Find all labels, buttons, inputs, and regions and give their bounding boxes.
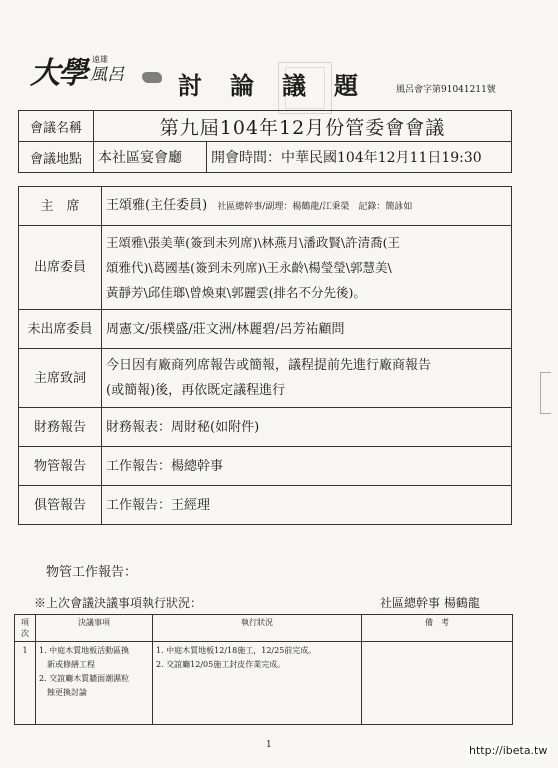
meeting-name-label: 會議名稱 [19, 111, 94, 142]
meeting-name-value: 第九屆104年12月份管委會會議 [94, 111, 512, 142]
logo-script-text: 風呂 [90, 65, 124, 85]
logo-brush-mark [142, 72, 162, 83]
execution-line: 2. 交誼廳12/05施工封皮作業完成。 [156, 660, 286, 669]
chair-value: 王頌雅(主任委員) [106, 197, 208, 213]
resolution-status-table [14, 614, 513, 725]
meeting-name-row [19, 111, 512, 142]
community-logo [30, 48, 160, 96]
attendance-table [18, 186, 512, 525]
work-report-heading: 物管工作報告： [46, 565, 138, 580]
logo-big-text: 大學 [30, 56, 86, 91]
meeting-time: 開會時間：中華民國104年12月11日19:30 [207, 142, 512, 173]
binding-mark [540, 372, 551, 414]
chair-row [19, 187, 512, 226]
property-label: 物管報告 [19, 447, 102, 486]
present-line: 頌雅代)\葛國基(簽到未列席)\王永齡\楊瑩瑩\郭慧美\ [106, 260, 392, 275]
speech-line: (或簡報)後，再依既定議程進行 [106, 383, 286, 398]
finance-value: 財務報表：周財秘(如附件) [102, 408, 512, 447]
present-label: 出席委員 [19, 226, 102, 310]
table-row [15, 642, 513, 725]
absent-members: 周憲文/張樸盛/莊文洲/林麗碧/呂芳祐顧問 [102, 310, 512, 349]
document-title: 討論議題 [178, 71, 386, 100]
remarks-cell [362, 642, 513, 725]
page-number: 1 [266, 740, 272, 750]
property-row [19, 447, 512, 486]
absent-label: 未出席委員 [19, 310, 102, 349]
resolution-line: 1. 中庭木質地板活動區換 [39, 646, 130, 655]
resolution-line: 新或修繕工程 [39, 660, 95, 669]
present-row [19, 226, 512, 310]
header-index: 項次 [15, 615, 36, 642]
meeting-place-value: 本社區宴會廳 [94, 142, 207, 173]
header-resolution: 決議事項 [36, 615, 153, 642]
header-remarks: 備 考 [362, 615, 513, 642]
execution-line: 1. 中庭木質地板12/18施工，12/25前完成。 [156, 646, 317, 655]
resolution-line: 蝕更換討論 [39, 688, 87, 697]
finance-label: 財務報告 [19, 408, 102, 447]
resolution-line: 2. 交誼廳木質牆面潮濕粒 [39, 674, 130, 683]
meeting-place-row [19, 142, 512, 173]
reporter-name: 社區總幹事 楊鶴龍 [380, 596, 480, 610]
speech-label: 主席致詞 [19, 349, 102, 408]
club-label: 俱管報告 [19, 486, 102, 525]
present-members [102, 226, 512, 310]
speech-row [19, 349, 512, 408]
meeting-place-label: 會議地點 [19, 142, 94, 173]
club-row [19, 486, 512, 525]
table-header-row [15, 615, 513, 642]
finance-row [19, 408, 512, 447]
present-line: 王頌雅\張美華(簽到未列席)\林燕月\潘政賢\許清喬(王 [106, 235, 400, 250]
logo-small-text: 遠雄 [92, 55, 108, 64]
property-value: 工作報告：楊總幹事 [102, 447, 512, 486]
resolution-items [36, 642, 153, 725]
header-execution: 執行狀況 [153, 615, 362, 642]
site-watermark: http://ibeta.tw [466, 744, 550, 757]
chair-cell [102, 187, 512, 226]
absent-row [19, 310, 512, 349]
prev-status-heading: ※上次會議決議事項執行狀況： [34, 596, 203, 610]
chair-speech [102, 349, 512, 408]
present-line: 黃靜芳\邱佳瑯\曾煥東\郭麗雲(排名不分先後)。 [106, 285, 366, 300]
row-index: 1 [15, 642, 36, 725]
club-value: 工作報告：王經理 [102, 486, 512, 525]
document-number: 風呂會字第91041211號 [396, 85, 496, 95]
meeting-info-table [18, 110, 512, 173]
execution-items [153, 642, 362, 725]
chair-label: 主 席 [19, 187, 102, 226]
chair-extra: 社區總幹事/副理：楊鶴龍/江秉榮 記錄：簡詠如 [217, 201, 413, 212]
speech-line: 今日因有廠商列席報告或簡報，議程提前先進行廠商報告 [106, 358, 432, 373]
